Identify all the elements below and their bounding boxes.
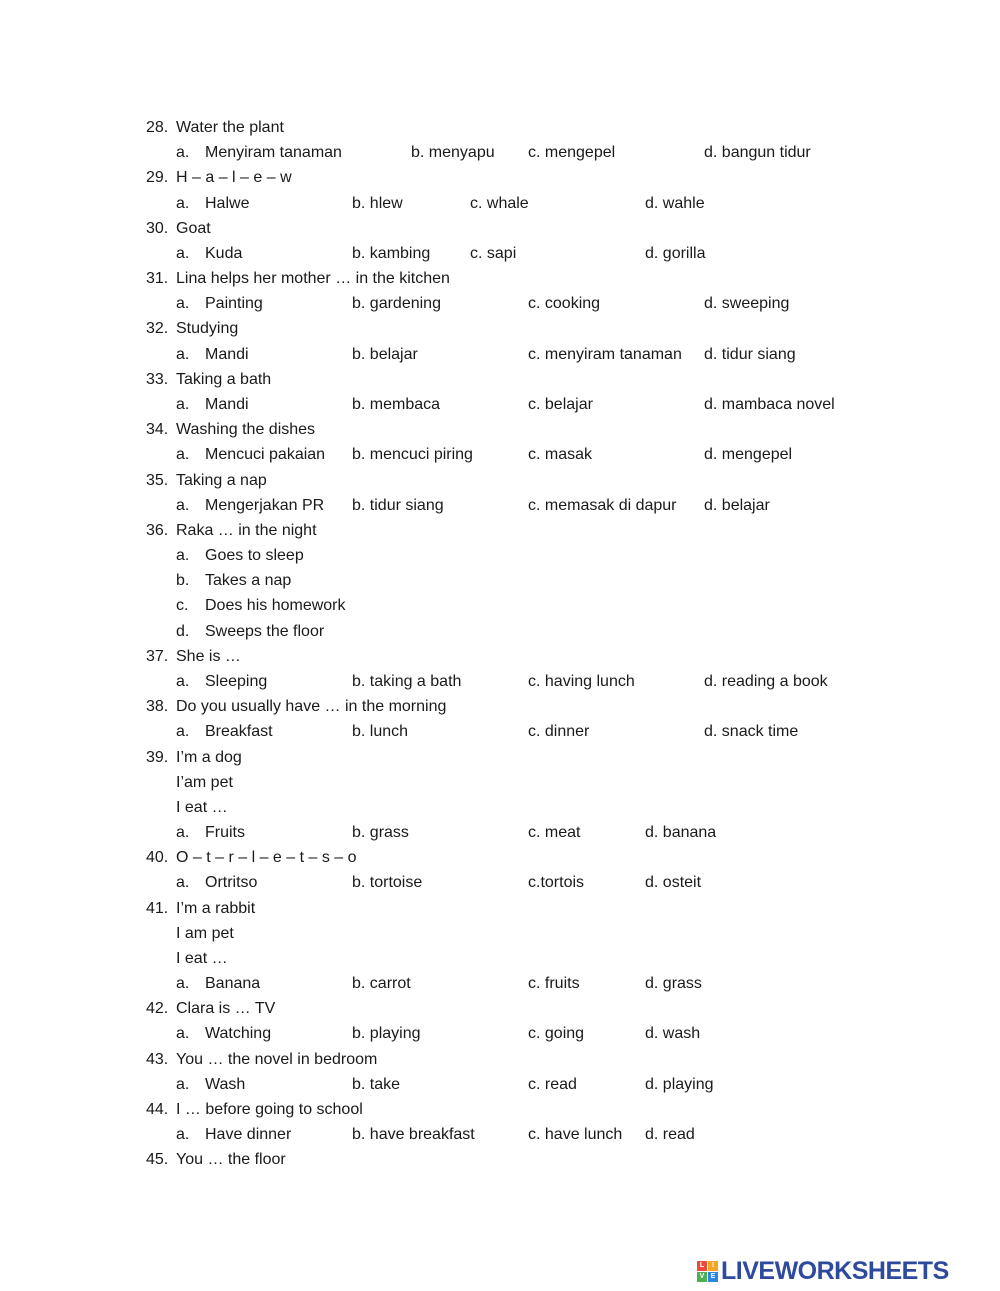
question-text: H – a – l – e – w — [176, 169, 292, 187]
option-label: a. — [176, 824, 190, 842]
question-number: 29. — [146, 169, 169, 187]
answer-option: d. osteit — [645, 874, 702, 892]
answer-option: c. have lunch — [528, 1126, 623, 1144]
answer-option: Menyiram tanaman — [205, 144, 342, 162]
answer-option: d. tidur siang — [704, 345, 796, 363]
logo-block: I — [708, 1261, 718, 1271]
answer-option: d. mambaca novel — [704, 395, 835, 413]
answer-option: c. cooking — [528, 295, 601, 313]
answer-option: c. memasak di dapur — [528, 496, 677, 514]
option-label: a. — [176, 975, 190, 993]
answer-option: b. lunch — [352, 723, 409, 741]
option-label: d. — [176, 622, 190, 640]
answer-option: c. read — [528, 1075, 577, 1093]
option-label: a. — [176, 446, 190, 464]
answer-option: d. belajar — [704, 496, 770, 514]
question-text: Washing the dishes — [176, 421, 316, 439]
option-label: a. — [176, 295, 190, 313]
question-text: Taking a bath — [176, 370, 272, 388]
question-text: You … the novel in bedroom — [176, 1050, 378, 1068]
question-text: I eat … — [176, 798, 228, 816]
question-text: You … the floor — [176, 1151, 286, 1169]
answer-option: c. whale — [470, 194, 529, 212]
logo-block: E — [708, 1272, 718, 1282]
question-text: I am pet — [176, 924, 234, 942]
answer-option: c.tortois — [528, 874, 585, 892]
question-number: 31. — [146, 270, 169, 288]
answer-option: b. mencuci piring — [352, 446, 473, 464]
answer-option: Sweeps the floor — [205, 622, 325, 640]
answer-option: Breakfast — [205, 723, 273, 741]
answer-option: Have dinner — [205, 1126, 292, 1144]
answer-option: d. gorilla — [645, 244, 706, 262]
question-number: 43. — [146, 1050, 169, 1068]
answer-option: Does his homework — [205, 597, 346, 615]
answer-option: b. belajar — [352, 345, 418, 363]
question-text: Water the plant — [176, 119, 284, 136]
logo-block: V — [697, 1272, 707, 1282]
answer-option: c. dinner — [528, 723, 590, 741]
question-number: 30. — [146, 219, 169, 237]
answer-option: Watching — [205, 1025, 272, 1043]
option-label: a. — [176, 345, 190, 363]
option-label: a. — [176, 1025, 190, 1043]
option-label: a. — [176, 144, 190, 162]
answer-option: c. sapi — [470, 244, 517, 262]
answer-option: b. menyapu — [411, 144, 495, 162]
answer-option: c. fruits — [528, 975, 580, 993]
question-number: 40. — [146, 849, 169, 867]
option-label: a. — [176, 496, 190, 514]
question-number: 33. — [146, 370, 169, 388]
answer-option: d. sweeping — [704, 295, 790, 313]
answer-option: c. belajar — [528, 395, 593, 413]
option-label: c. — [176, 597, 189, 615]
answer-option: Painting — [205, 295, 263, 313]
answer-option: b. grass — [352, 824, 409, 842]
answer-option: d. playing — [645, 1075, 714, 1093]
question-number: 28. — [146, 119, 169, 136]
logo-block: L — [697, 1261, 707, 1271]
question-text: I eat … — [176, 949, 228, 967]
logo-blocks-icon — [697, 1261, 718, 1282]
answer-option: b. taking a bath — [352, 672, 462, 690]
liveworksheets-logo — [697, 1256, 997, 1286]
question-text: O – t – r – l – e – t – s – o — [176, 849, 357, 867]
answer-option: b. take — [352, 1075, 401, 1093]
question-number: 41. — [146, 899, 169, 917]
answer-option: d. bangun tidur — [704, 144, 811, 162]
option-label: a. — [176, 1075, 190, 1093]
option-label: a. — [176, 672, 190, 690]
question-number: 35. — [146, 471, 169, 489]
option-label: b. — [176, 572, 190, 590]
option-label: a. — [176, 395, 190, 413]
answer-option: d. reading a book — [704, 672, 828, 690]
answer-option: Fruits — [205, 824, 245, 842]
question-number: 44. — [146, 1101, 169, 1119]
answer-option: Banana — [205, 975, 261, 993]
question-text: I’m a rabbit — [176, 899, 256, 917]
answer-option: Mandi — [205, 395, 249, 413]
answer-option: c. masak — [528, 446, 593, 464]
question-number: 45. — [146, 1151, 169, 1169]
question-number: 37. — [146, 647, 169, 665]
answer-option: d. snack time — [704, 723, 799, 741]
answer-option: Sleeping — [205, 672, 268, 690]
option-label: a. — [176, 244, 190, 262]
answer-option: Wash — [205, 1075, 246, 1093]
answer-option: d. wash — [645, 1025, 701, 1043]
answer-option: c. mengepel — [528, 144, 616, 162]
question-number: 42. — [146, 1000, 169, 1018]
question-text: Do you usually have … in the morning — [176, 698, 447, 716]
answer-option: c. meat — [528, 824, 581, 842]
answer-option: d. banana — [645, 824, 717, 842]
answer-option: b. have breakfast — [352, 1126, 475, 1144]
answer-option: Takes a nap — [205, 572, 292, 590]
answer-option: b. gardening — [352, 295, 441, 313]
answer-option: b. carrot — [352, 975, 411, 993]
question-text: Clara is … TV — [176, 1000, 276, 1018]
answer-option: Mandi — [205, 345, 249, 363]
answer-option: d. mengepel — [704, 446, 793, 464]
answer-option: c. menyiram tanaman — [528, 345, 682, 363]
logo-text: LIVEWORKSHEETS — [721, 1256, 949, 1285]
question-number: 38. — [146, 698, 169, 716]
option-label: a. — [176, 194, 190, 212]
question-text: Goat — [176, 219, 211, 237]
option-label: a. — [176, 874, 190, 892]
option-label: a. — [176, 723, 190, 741]
answer-option: Kuda — [205, 244, 243, 262]
question-text: I’am pet — [176, 773, 233, 791]
answer-option: b. hlew — [352, 194, 403, 212]
question-text: I … before going to school — [176, 1101, 363, 1119]
question-text: Taking a nap — [176, 471, 267, 489]
question-text: I’m a dog — [176, 748, 242, 766]
answer-option: b. kambing — [352, 244, 431, 262]
option-label: a. — [176, 1126, 190, 1144]
option-label: a. — [176, 547, 190, 565]
answer-option: d. read — [645, 1126, 695, 1144]
question-number: 32. — [146, 320, 169, 338]
answer-option: Halwe — [205, 194, 250, 212]
question-text: Lina helps her mother … in the kitchen — [176, 270, 450, 288]
answer-option: Mencuci pakaian — [205, 446, 326, 464]
answer-option: b. playing — [352, 1025, 421, 1043]
question-number: 39. — [146, 748, 169, 766]
answer-option: b. membaca — [352, 395, 441, 413]
answer-option: Goes to sleep — [205, 547, 304, 565]
question-text: Raka … in the night — [176, 521, 317, 539]
answer-option: d. grass — [645, 975, 702, 993]
question-number: 36. — [146, 521, 169, 539]
question-text: Studying — [176, 320, 239, 338]
answer-option: d. wahle — [645, 194, 705, 212]
answer-option: c. going — [528, 1025, 585, 1043]
answer-option: Ortritso — [205, 874, 258, 892]
answer-option: Mengerjakan PR — [205, 496, 325, 514]
question-number: 34. — [146, 421, 169, 439]
answer-option: c. having lunch — [528, 672, 635, 690]
question-text: She is … — [176, 647, 241, 665]
answer-option: b. tortoise — [352, 874, 423, 892]
answer-option: b. tidur siang — [352, 496, 444, 514]
